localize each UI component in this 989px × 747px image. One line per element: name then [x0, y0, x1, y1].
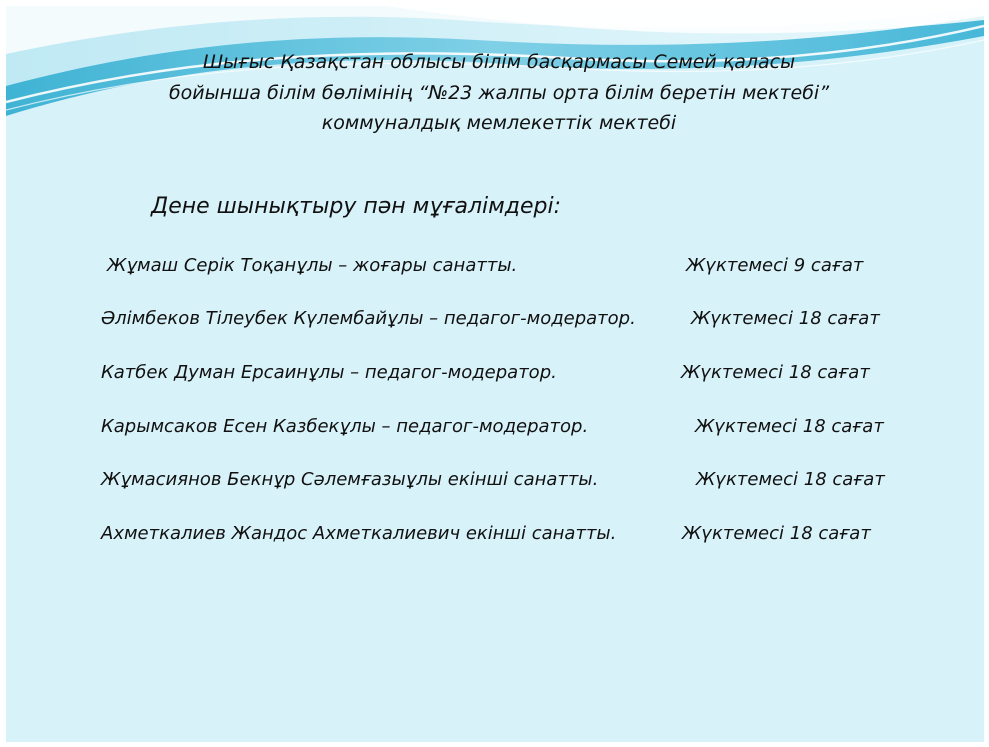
- header-line-3: коммуналдық мемлекеттік мектебі: [321, 112, 677, 134]
- teacher-name: Жұмасиянов Бекнұр Сәлемғазыұлы екінші санатты.: [101, 469, 599, 490]
- header-line-1: Шығыс Қазақстан облысы білім басқармасы Семей қаласы: [202, 51, 796, 73]
- header-line-2: бойынша білім бөлімінің “№23 жалпы орта білім беретін мектебі”: [168, 82, 830, 104]
- teacher-load: Жүктемесі 18 сағат: [691, 308, 880, 329]
- teacher-load: Жүктемесі 9 сағат: [686, 255, 864, 276]
- teacher-name: Жұмаш Серік Тоқанұлы – жоғары санатты.: [107, 255, 518, 276]
- teacher-name: Карымсаков Есен Казбекұлы – педагог-модератор.: [101, 416, 589, 437]
- teacher-name: Әлімбеков Тілеубек Күлембайұлы – педагог-модератор.: [101, 308, 636, 329]
- teacher-load: Жүктемесі 18 сағат: [682, 523, 871, 544]
- teacher-name: Ахметкалиев Жандос Ахметкалиевич екінші санатты.: [101, 523, 617, 544]
- subheading: Дене шынықтыру пән мұғалімдері:: [151, 194, 561, 219]
- teacher-name: Катбек Думан Ерсаинұлы – педагог-модератор.: [101, 362, 557, 383]
- teacher-load: Жүктемесі 18 сағат: [681, 362, 870, 383]
- teacher-load: Жүктемесі 18 сағат: [695, 416, 884, 437]
- teacher-load: Жүктемесі 18 сағат: [696, 469, 885, 490]
- slide: [6, 6, 984, 742]
